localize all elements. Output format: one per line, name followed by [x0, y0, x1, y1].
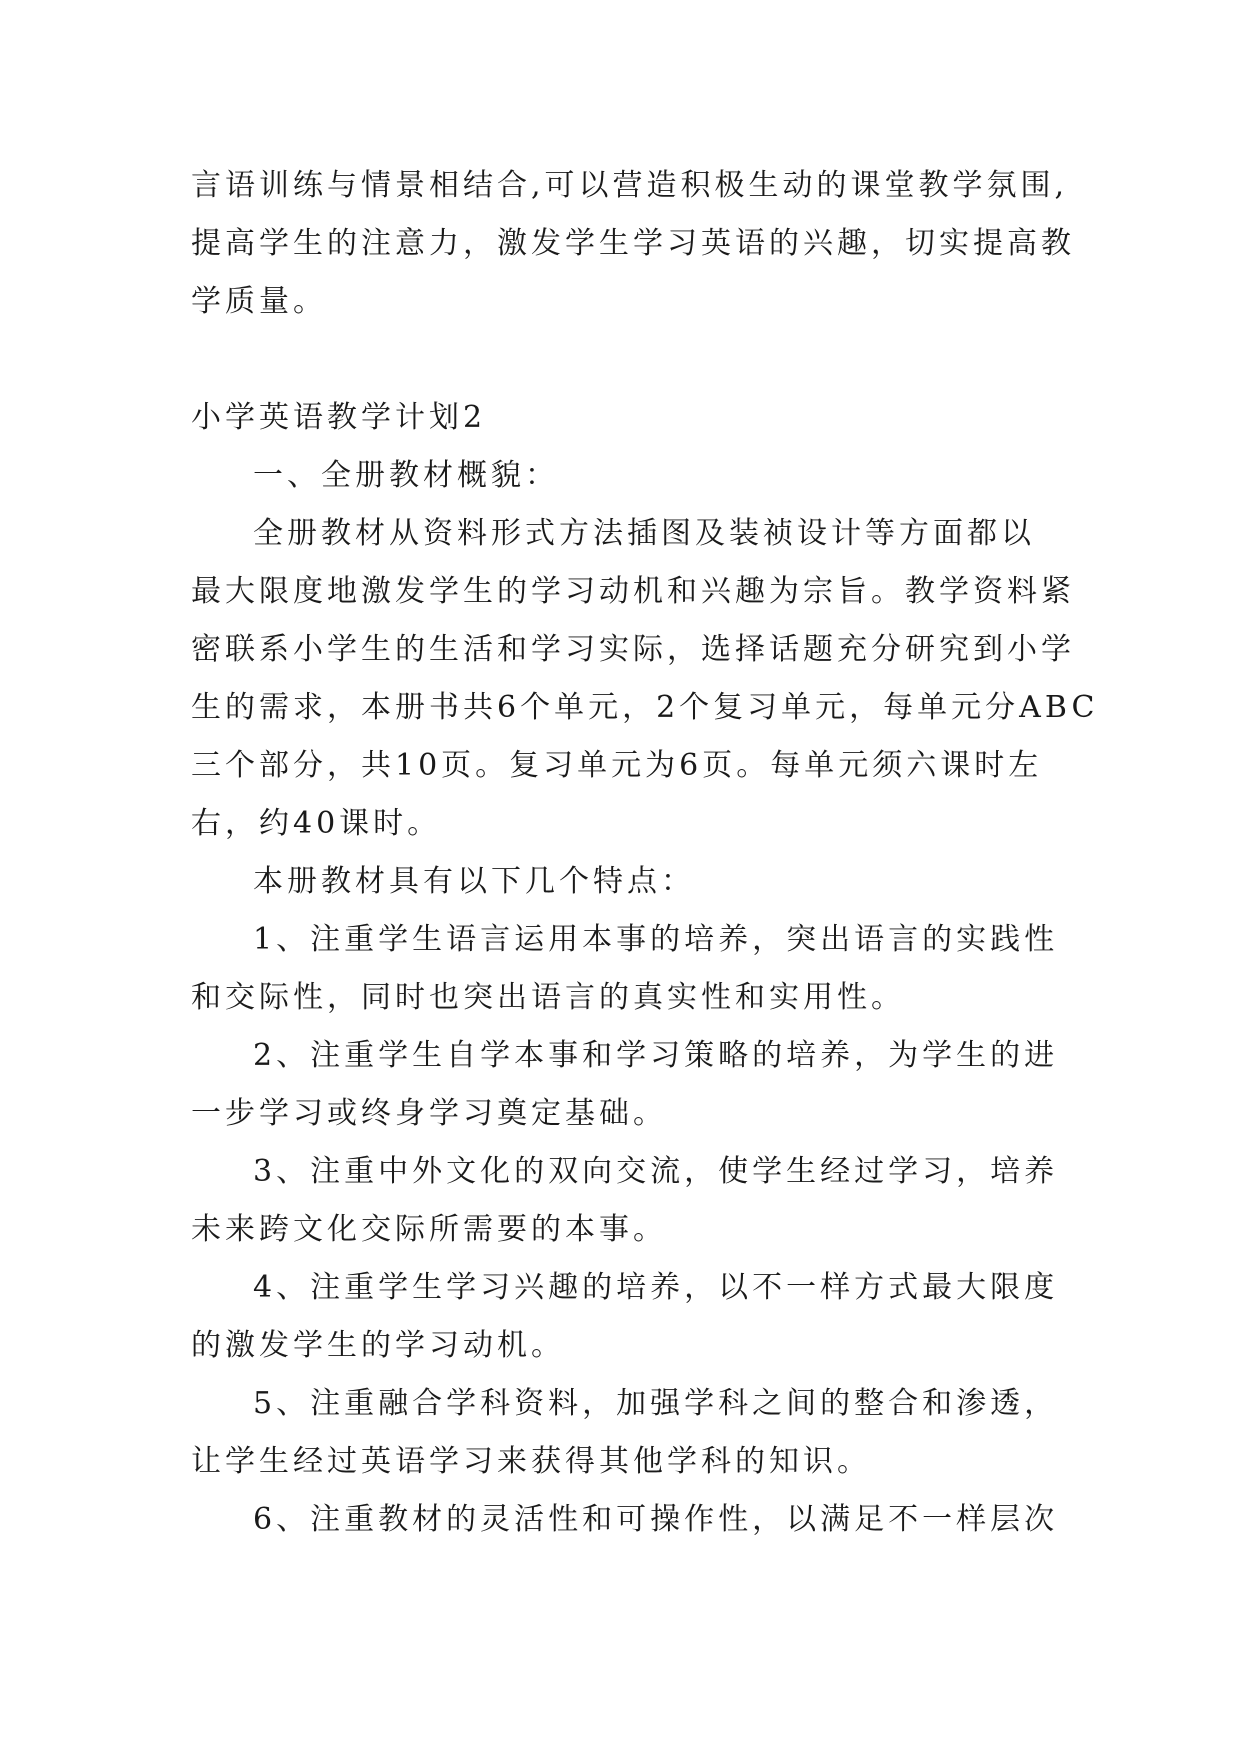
paragraph-line: 4、注重学生学习兴趣的培养，以不一样方式最大限度	[253, 1270, 1059, 1305]
paragraph-line: 本册教材具有以下几个特点：	[253, 864, 695, 899]
paragraph-line: 三个部分，共10页。复习单元为6页。每单元须六课时左	[191, 748, 1043, 783]
intro-paragraph	[191, 157, 1075, 331]
main-section	[191, 389, 1099, 1549]
paragraph-line: 一步学习或终身学习奠定基础。	[191, 1096, 667, 1131]
paragraph-line: 最大限度地激发学生的学习动机和兴趣为宗旨。教学资料紧	[191, 574, 1075, 609]
paragraph-line: 和交际性，同时也突出语言的真实性和实用性。	[191, 980, 905, 1015]
paragraph-line: 密联系小学生的生活和学习实际，选择话题充分研究到小学	[191, 632, 1075, 667]
paragraph-line: 3、注重中外文化的双向交流，使学生经过学习，培养	[253, 1154, 1059, 1189]
paragraph-line: 5、注重融合学科资料，加强学科之间的整合和渗透，	[253, 1386, 1059, 1421]
paragraph-line: 让学生经过英语学习来获得其他学科的知识。	[191, 1444, 871, 1479]
paragraph-line: 右，约40课时。	[191, 806, 442, 841]
section-title: 小学英语教学计划2	[191, 400, 487, 435]
paragraph-line: 未来跨文化交际所需要的本事。	[191, 1212, 667, 1247]
paragraph-line: 言语训练与情景相结合,可以营造积极生动的课堂教学氛围,	[191, 168, 1069, 203]
paragraph-line: 1、注重学生语言运用本事的培养，突出语言的实践性	[253, 922, 1059, 957]
paragraph-line: 2、注重学生自学本事和学习策略的培养，为学生的进	[253, 1038, 1059, 1073]
section-body	[191, 447, 1099, 1549]
paragraph-line: 的激发学生的学习动机。	[191, 1328, 565, 1363]
paragraph-line: 学质量。	[191, 284, 327, 319]
paragraph-line: 提高学生的注意力，激发学生学习英语的兴趣，切实提高教	[191, 226, 1075, 261]
paragraph-line: 全册教材从资料形式方法插图及装祯设计等方面都以	[253, 516, 1035, 551]
paragraph-line: 生的需求，本册书共6个单元，2个复习单元，每单元分ABC	[191, 690, 1099, 725]
paragraph-line: 一、全册教材概貌：	[253, 458, 559, 493]
paragraph-line: 6、注重教材的灵活性和可操作性，以满足不一样层次	[253, 1502, 1059, 1537]
